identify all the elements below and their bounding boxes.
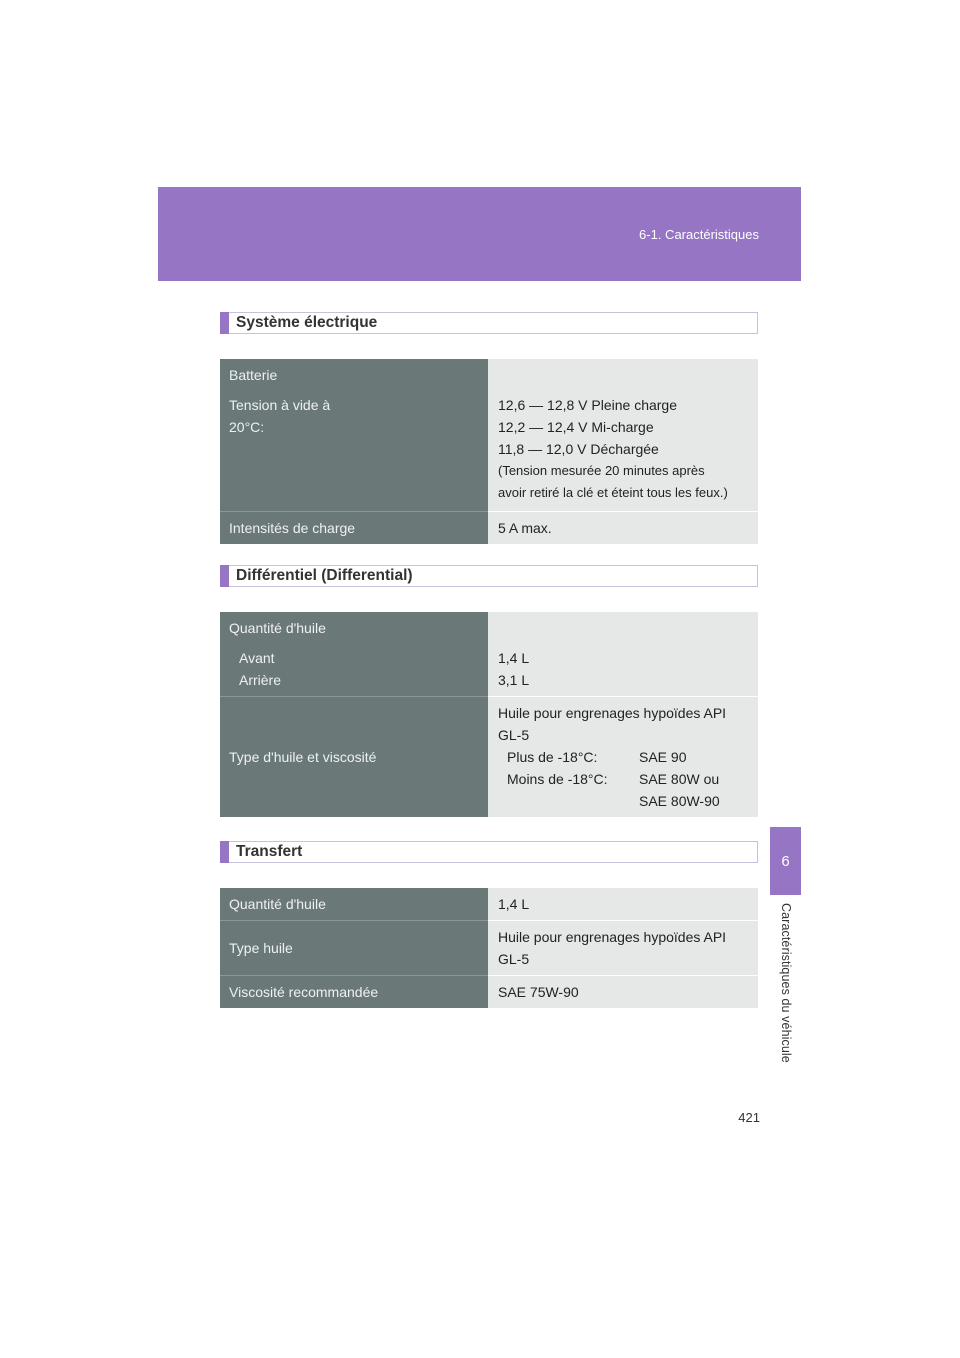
battery-value-cell [488,359,758,511]
diff-rear-value: 3,1 L [498,672,530,688]
chapter-header-band [158,187,801,281]
section-marker [220,312,229,334]
transfer-oil-type-line1: Huile pour engrenages hypoïdes API [498,929,727,945]
charge-value-cell [488,511,758,544]
diff-oil-type-value-cell [488,697,758,818]
transfer-oil-type-label: Type huile [229,940,293,956]
diff-oil-type-label-cell [220,697,488,818]
page-number: 421 [738,1110,760,1125]
battery-label-cell [220,359,488,511]
table-row [220,511,758,544]
table-row [220,612,758,697]
charge-label: Intensités de charge [229,519,356,536]
grid-spacer [507,790,639,812]
section-title-transfer [220,841,758,863]
transfer-viscosity-value: SAE 75W-90 [498,984,579,1000]
diff-oil-type-label: Type d'huile et viscosité [229,749,377,765]
chapter-tab-number: 6 [781,852,790,870]
transfer-oil-qty-value: 1,4 L [498,896,530,912]
diff-below-value-line1: SAE 80W ou [639,771,720,787]
voltage-full: 12,6 — 12,8 V Pleine charge [498,397,678,413]
section-title-text: Différentiel (Differential) [236,567,413,584]
transfer-oil-type-value-cell [488,921,758,976]
transfer-oil-qty-label: Quantité d'huile [229,896,326,912]
diff-oil-qty-value-cell [488,612,758,697]
section-title-text: Système électrique [236,314,378,331]
chapter-label: 6-1. Caractéristiques [639,227,759,242]
section-title-differential [220,565,758,587]
voltage-note-line2: avoir retiré la clé et éteint tous les feux.) [498,485,728,500]
transfer-oil-type-label-cell [220,921,488,976]
section-marker [220,565,229,587]
transfer-spec-table [220,888,758,1008]
charge-value: 5 A max. [498,519,552,536]
transfer-oil-qty-value-cell [488,888,758,921]
diff-front-label: Avant [239,650,275,666]
diff-above-label: Plus de -18°C: [507,749,598,765]
table-row [220,359,758,511]
chapter-tab [770,827,801,895]
table-row [220,888,758,921]
table-row [220,921,758,976]
chapter-tab-text: Caractéristiques du véhicule [779,903,793,1063]
voltage-note-line1: (Tension mesurée 20 minutes après [498,463,705,478]
diff-oil-qty-label: Quantité d'huile [229,620,326,636]
diff-oil-type-line1: Huile pour engrenages hypoïdes API [498,705,727,721]
transfer-viscosity-label-cell [220,976,488,1009]
voltage-label-line1: Tension à vide à [229,397,331,413]
differential-spec-table [220,612,758,817]
section-marker [220,841,229,863]
voltage-label-line2: 20°C: [229,419,265,435]
voltage-half: 12,2 — 12,4 V Mi-charge [498,419,654,435]
diff-above-value: SAE 90 [639,749,687,765]
voltage-discharged: 11,8 — 12,0 V Déchargée [498,441,659,457]
charge-label-cell [220,511,488,544]
table-row [220,697,758,818]
electrical-spec-table [220,359,758,544]
table-row [220,976,758,1009]
diff-viscosity-grid [498,746,749,812]
transfer-viscosity-label: Viscosité recommandée [229,984,379,1000]
diff-rear-label: Arrière [239,672,282,688]
diff-oil-type-line2: GL-5 [498,727,530,743]
diff-below-value-line2: SAE 80W-90 [639,793,720,809]
transfer-oil-qty-label-cell [220,888,488,921]
transfer-viscosity-value-cell [488,976,758,1009]
diff-below-label: Moins de -18°C: [507,771,608,787]
transfer-oil-type-line2: GL-5 [498,951,530,967]
battery-label: Batterie [229,367,278,383]
section-title-electrical [220,312,758,334]
section-title-text: Transfert [236,843,303,860]
diff-oil-qty-label-cell [220,612,488,697]
diff-front-value: 1,4 L [498,650,530,666]
